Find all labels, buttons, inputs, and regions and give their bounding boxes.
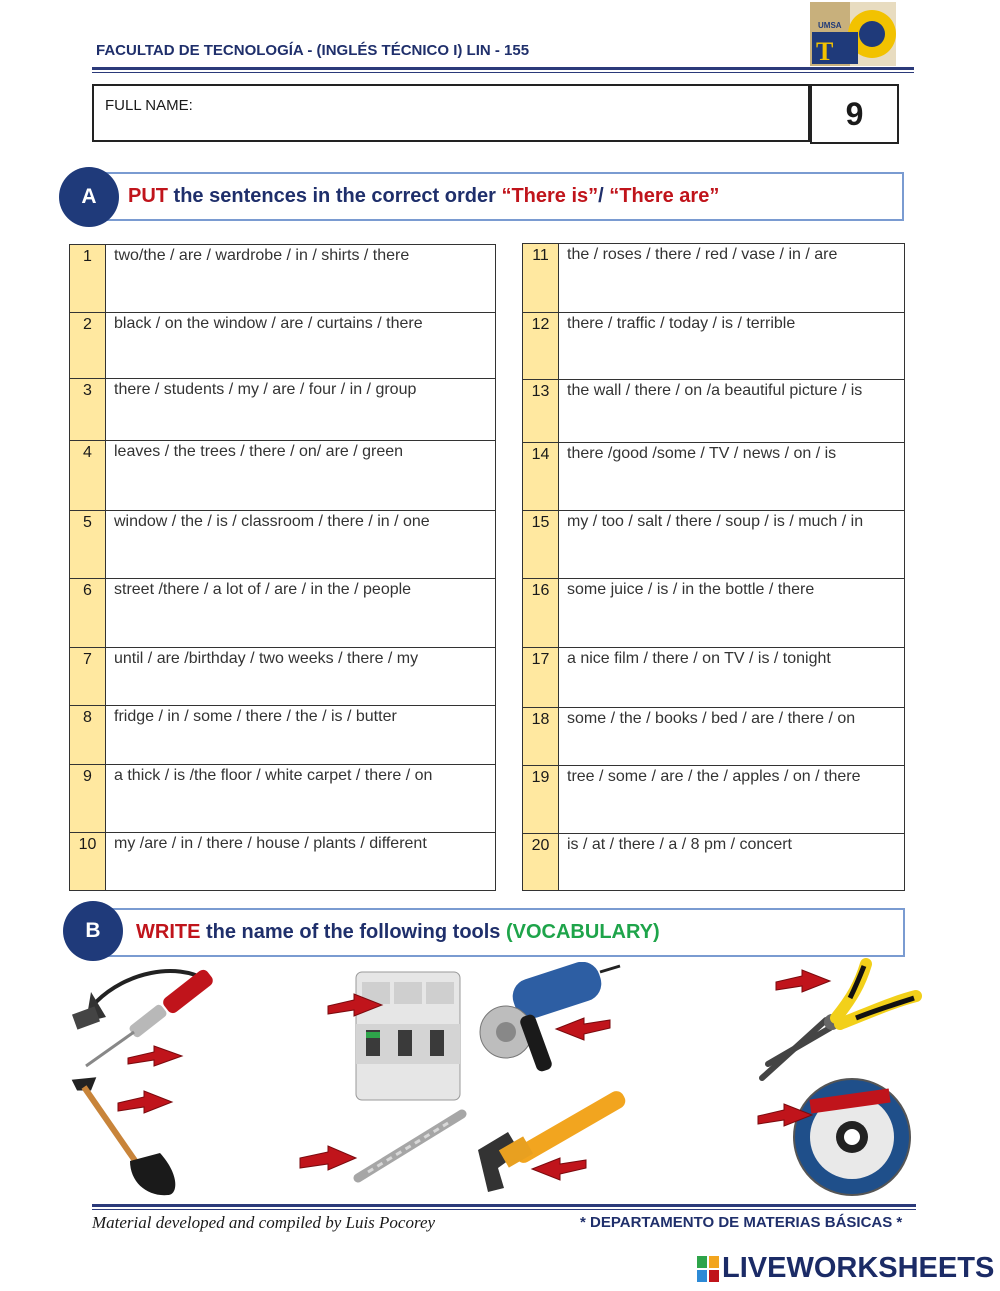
- item-number: 11: [523, 244, 559, 313]
- circuit-breaker-image: [326, 968, 466, 1104]
- svg-text:T: T: [816, 37, 834, 66]
- pliers-image: [756, 958, 922, 1084]
- footer-divider: [92, 1204, 916, 1207]
- item-number: 3: [70, 379, 106, 441]
- full-name-box[interactable]: [92, 84, 810, 142]
- section-b-badge: B: [63, 901, 123, 961]
- section-b-verb: WRITE: [136, 921, 201, 943]
- item-words[interactable]: there /good /some / TV / news / on / is: [559, 443, 905, 511]
- exercise-table-right: [522, 243, 905, 891]
- item-words[interactable]: the wall / there / on /a beautiful picture / is: [559, 380, 905, 443]
- footer-divider-thin: [92, 1209, 916, 1210]
- item-words[interactable]: there / traffic / today / is / terrible: [559, 313, 905, 380]
- item-number: 12: [523, 313, 559, 380]
- item-number: 7: [70, 648, 106, 706]
- liveworksheets-logo[interactable]: LIVEWORKSHEETS: [722, 1252, 995, 1284]
- item-words[interactable]: tree / some / are / the / apples / on / there: [559, 766, 905, 834]
- liveworksheets-badge-icon: [697, 1256, 719, 1282]
- item-number: 4: [70, 441, 106, 511]
- item-words[interactable]: the / roses / there / red / vase / in / are: [559, 244, 905, 313]
- item-number: 1: [70, 245, 106, 313]
- drill-bit-image: [298, 1108, 468, 1188]
- item-number: 6: [70, 579, 106, 648]
- item-words[interactable]: window / the / is / classroom / there / in / one: [106, 511, 496, 579]
- item-number: 14: [523, 443, 559, 511]
- shovel-image: [68, 1075, 188, 1200]
- author-credit: Material developed and compiled by Luis Pocorey: [92, 1213, 436, 1232]
- university-logo: [810, 2, 896, 66]
- item-words[interactable]: is / at / there / a / 8 pm / concert: [559, 834, 905, 891]
- item-number: 9: [70, 765, 106, 833]
- item-number: 17: [523, 648, 559, 708]
- item-number: 15: [523, 511, 559, 579]
- soldering-iron-image: [66, 962, 216, 1074]
- section-a-badge: A: [59, 167, 119, 227]
- pipe-wrench-image: [468, 1088, 634, 1200]
- section-a-instruction: PUT the sentences in the correct order “There is”/ “There are”: [128, 185, 720, 207]
- item-number: 8: [70, 706, 106, 765]
- item-words[interactable]: a thick / is /the floor / white carpet / there / on: [106, 765, 496, 833]
- section-b-instruction: WRITE the name of the following tools (VOCABULARY): [136, 921, 660, 943]
- item-words[interactable]: street /there / a lot of / are / in the / people: [106, 579, 496, 648]
- full-name-label: FULL NAME:: [105, 97, 193, 114]
- exercise-table-left: [69, 244, 496, 891]
- item-words[interactable]: a nice film / there / on TV / is / tonight: [559, 648, 905, 708]
- item-number: 2: [70, 313, 106, 379]
- item-words[interactable]: there / students / my / are / four / in / group: [106, 379, 496, 441]
- section-a-verb: PUT: [128, 185, 168, 207]
- item-number: 20: [523, 834, 559, 891]
- header-divider-thin: [92, 72, 914, 73]
- worksheet-number: 9: [810, 84, 899, 144]
- item-number: 10: [70, 833, 106, 891]
- item-words[interactable]: some / the / books / bed / are / there / on: [559, 708, 905, 766]
- cutting-disc-image: [756, 1076, 916, 1198]
- item-words[interactable]: leaves / the trees / there / on/ are / green: [106, 441, 496, 511]
- department-label: * DEPARTAMENTO DE MATERIAS BÁSICAS *: [580, 1214, 903, 1231]
- item-number: 13: [523, 380, 559, 443]
- item-words[interactable]: black / on the window / are / curtains / there: [106, 313, 496, 379]
- item-words[interactable]: two/the / are / wardrobe / in / shirts / there: [106, 245, 496, 313]
- item-words[interactable]: some juice / is / in the bottle / there: [559, 579, 905, 648]
- item-number: 16: [523, 579, 559, 648]
- item-number: 18: [523, 708, 559, 766]
- header-title: FACULTAD DE TECNOLOGÍA - (INGLÉS TÉCNICO I) LIN - 155: [96, 42, 530, 59]
- item-number: 19: [523, 766, 559, 834]
- item-words[interactable]: my /are / in / there / house / plants / different: [106, 833, 496, 891]
- header-divider: [92, 67, 914, 70]
- item-words[interactable]: until / are /birthday / two weeks / there / my: [106, 648, 496, 706]
- logo-text: UMSA: [818, 21, 842, 30]
- angle-grinder-image: [472, 962, 622, 1082]
- item-number: 5: [70, 511, 106, 579]
- item-words[interactable]: fridge / in / some / there / the / is / butter: [106, 706, 496, 765]
- item-words[interactable]: my / too / salt / there / soup / is / much / in: [559, 511, 905, 579]
